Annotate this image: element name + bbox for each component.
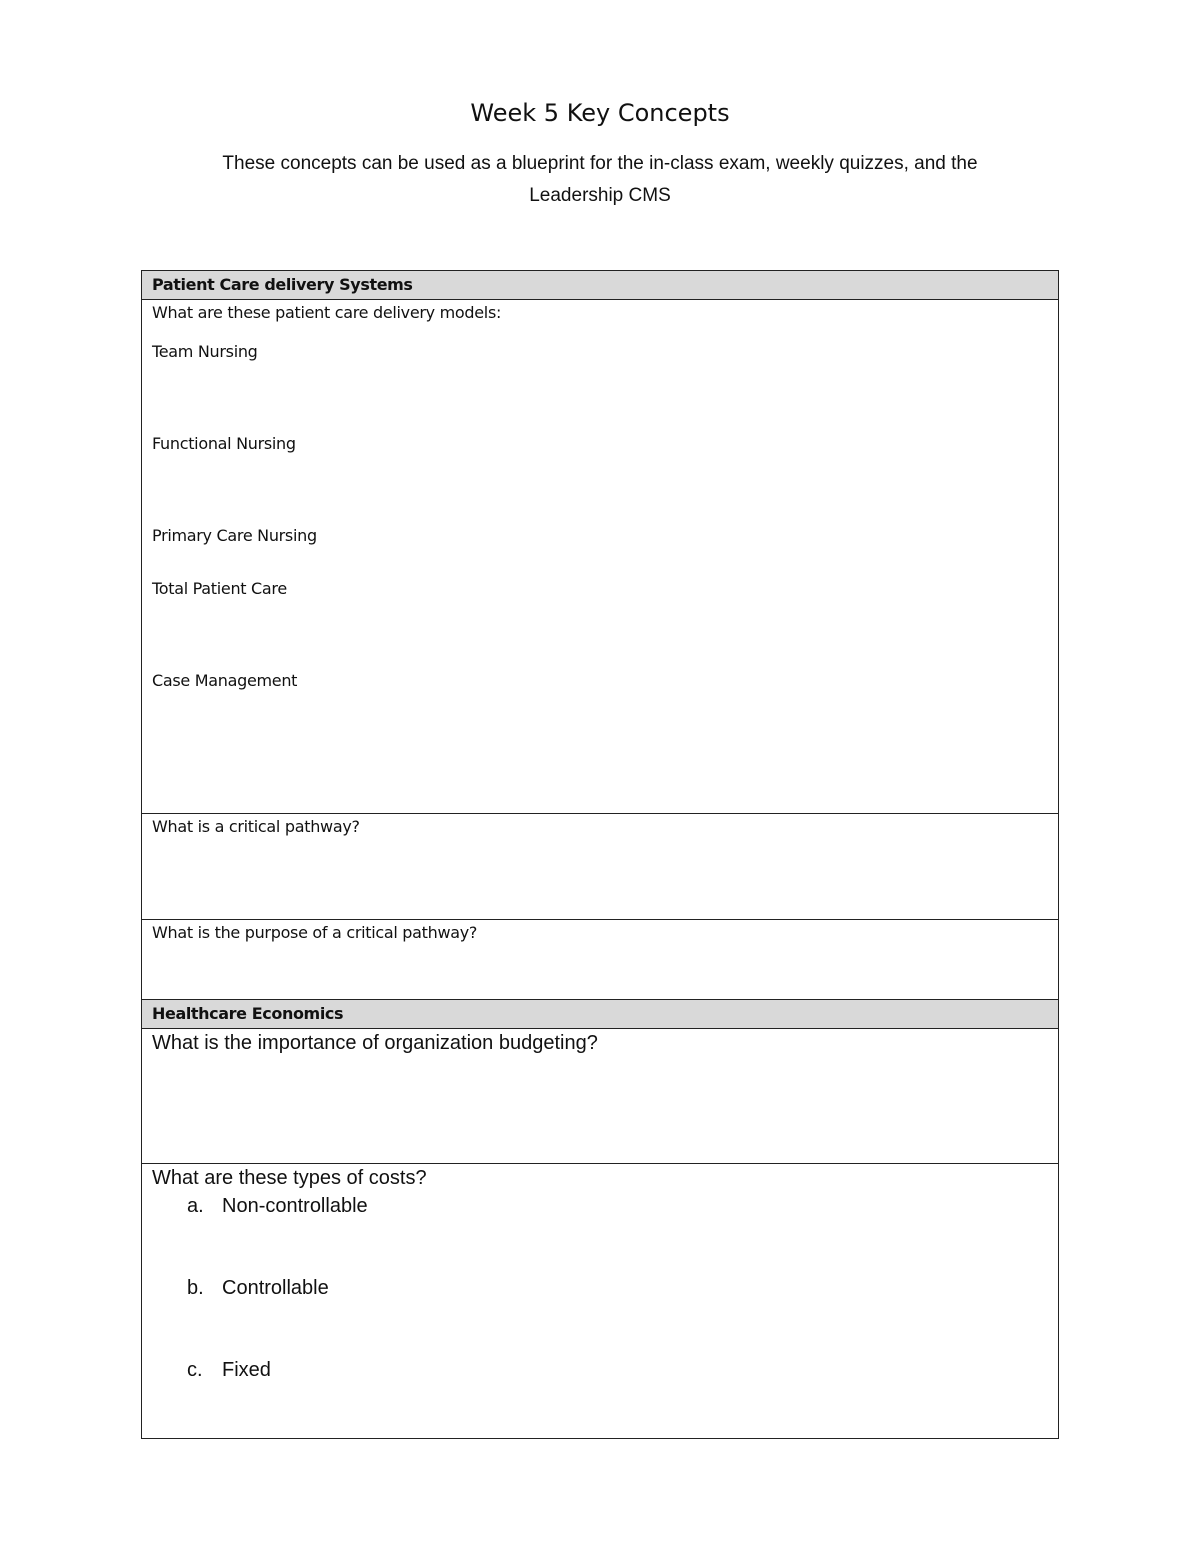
pathway-purpose-question: What is the purpose of a critical pathway? <box>152 923 478 942</box>
table-row-pathway-purpose <box>142 920 1059 1000</box>
model-team-nursing: Team Nursing <box>152 342 258 361</box>
critical-pathway-cell[interactable] <box>142 814 1059 920</box>
budgeting-question: What is the importance of organization budgeting? <box>152 1032 598 1054</box>
list-item <box>152 1356 1048 1438</box>
list-marker: b. <box>187 1277 204 1299</box>
subtitle-line-1: These concepts can be used as a blueprint for the in-class exam, weekly quizzes, and the <box>222 153 978 174</box>
page-subtitle <box>160 148 1040 212</box>
cost-type-label: Fixed <box>222 1359 271 1381</box>
model-case-management: Case Management <box>152 671 298 690</box>
delivery-models-cell[interactable] <box>142 300 1059 814</box>
table-row-costs <box>142 1164 1059 1439</box>
cost-type-label: Non-controllable <box>222 1195 368 1217</box>
section-header-economics <box>142 1000 1059 1029</box>
budgeting-cell[interactable] <box>142 1029 1059 1164</box>
costs-question: What are these types of costs? <box>152 1167 427 1189</box>
list-item <box>152 1192 1048 1274</box>
cost-type-label: Controllable <box>222 1277 329 1299</box>
list-item <box>152 1274 1048 1356</box>
model-functional-nursing: Functional Nursing <box>152 434 296 453</box>
critical-pathway-question: What is a critical pathway? <box>152 817 360 836</box>
list-marker: c. <box>187 1359 203 1381</box>
section-title-economics: Healthcare Economics <box>142 1000 1059 1029</box>
costs-cell[interactable] <box>142 1164 1059 1439</box>
pathway-purpose-cell[interactable] <box>142 920 1059 1000</box>
model-total-patient-care: Total Patient Care <box>152 579 287 598</box>
subtitle-line-2: Leadership CMS <box>529 185 671 206</box>
delivery-models-prompt: What are these patient care delivery models: <box>152 303 502 322</box>
section-header-patient-care <box>142 271 1059 300</box>
section-title-patient-care: Patient Care delivery Systems <box>142 271 1059 300</box>
cost-types-list <box>152 1192 1048 1438</box>
table-row-delivery-models <box>142 300 1059 814</box>
model-primary-care-nursing: Primary Care Nursing <box>152 526 317 545</box>
page-title: Week 5 Key Concepts <box>470 99 730 127</box>
list-marker: a. <box>187 1195 204 1217</box>
table-row-budgeting <box>142 1029 1059 1164</box>
table-row-critical-pathway <box>142 814 1059 920</box>
key-concepts-table <box>141 270 1059 1439</box>
